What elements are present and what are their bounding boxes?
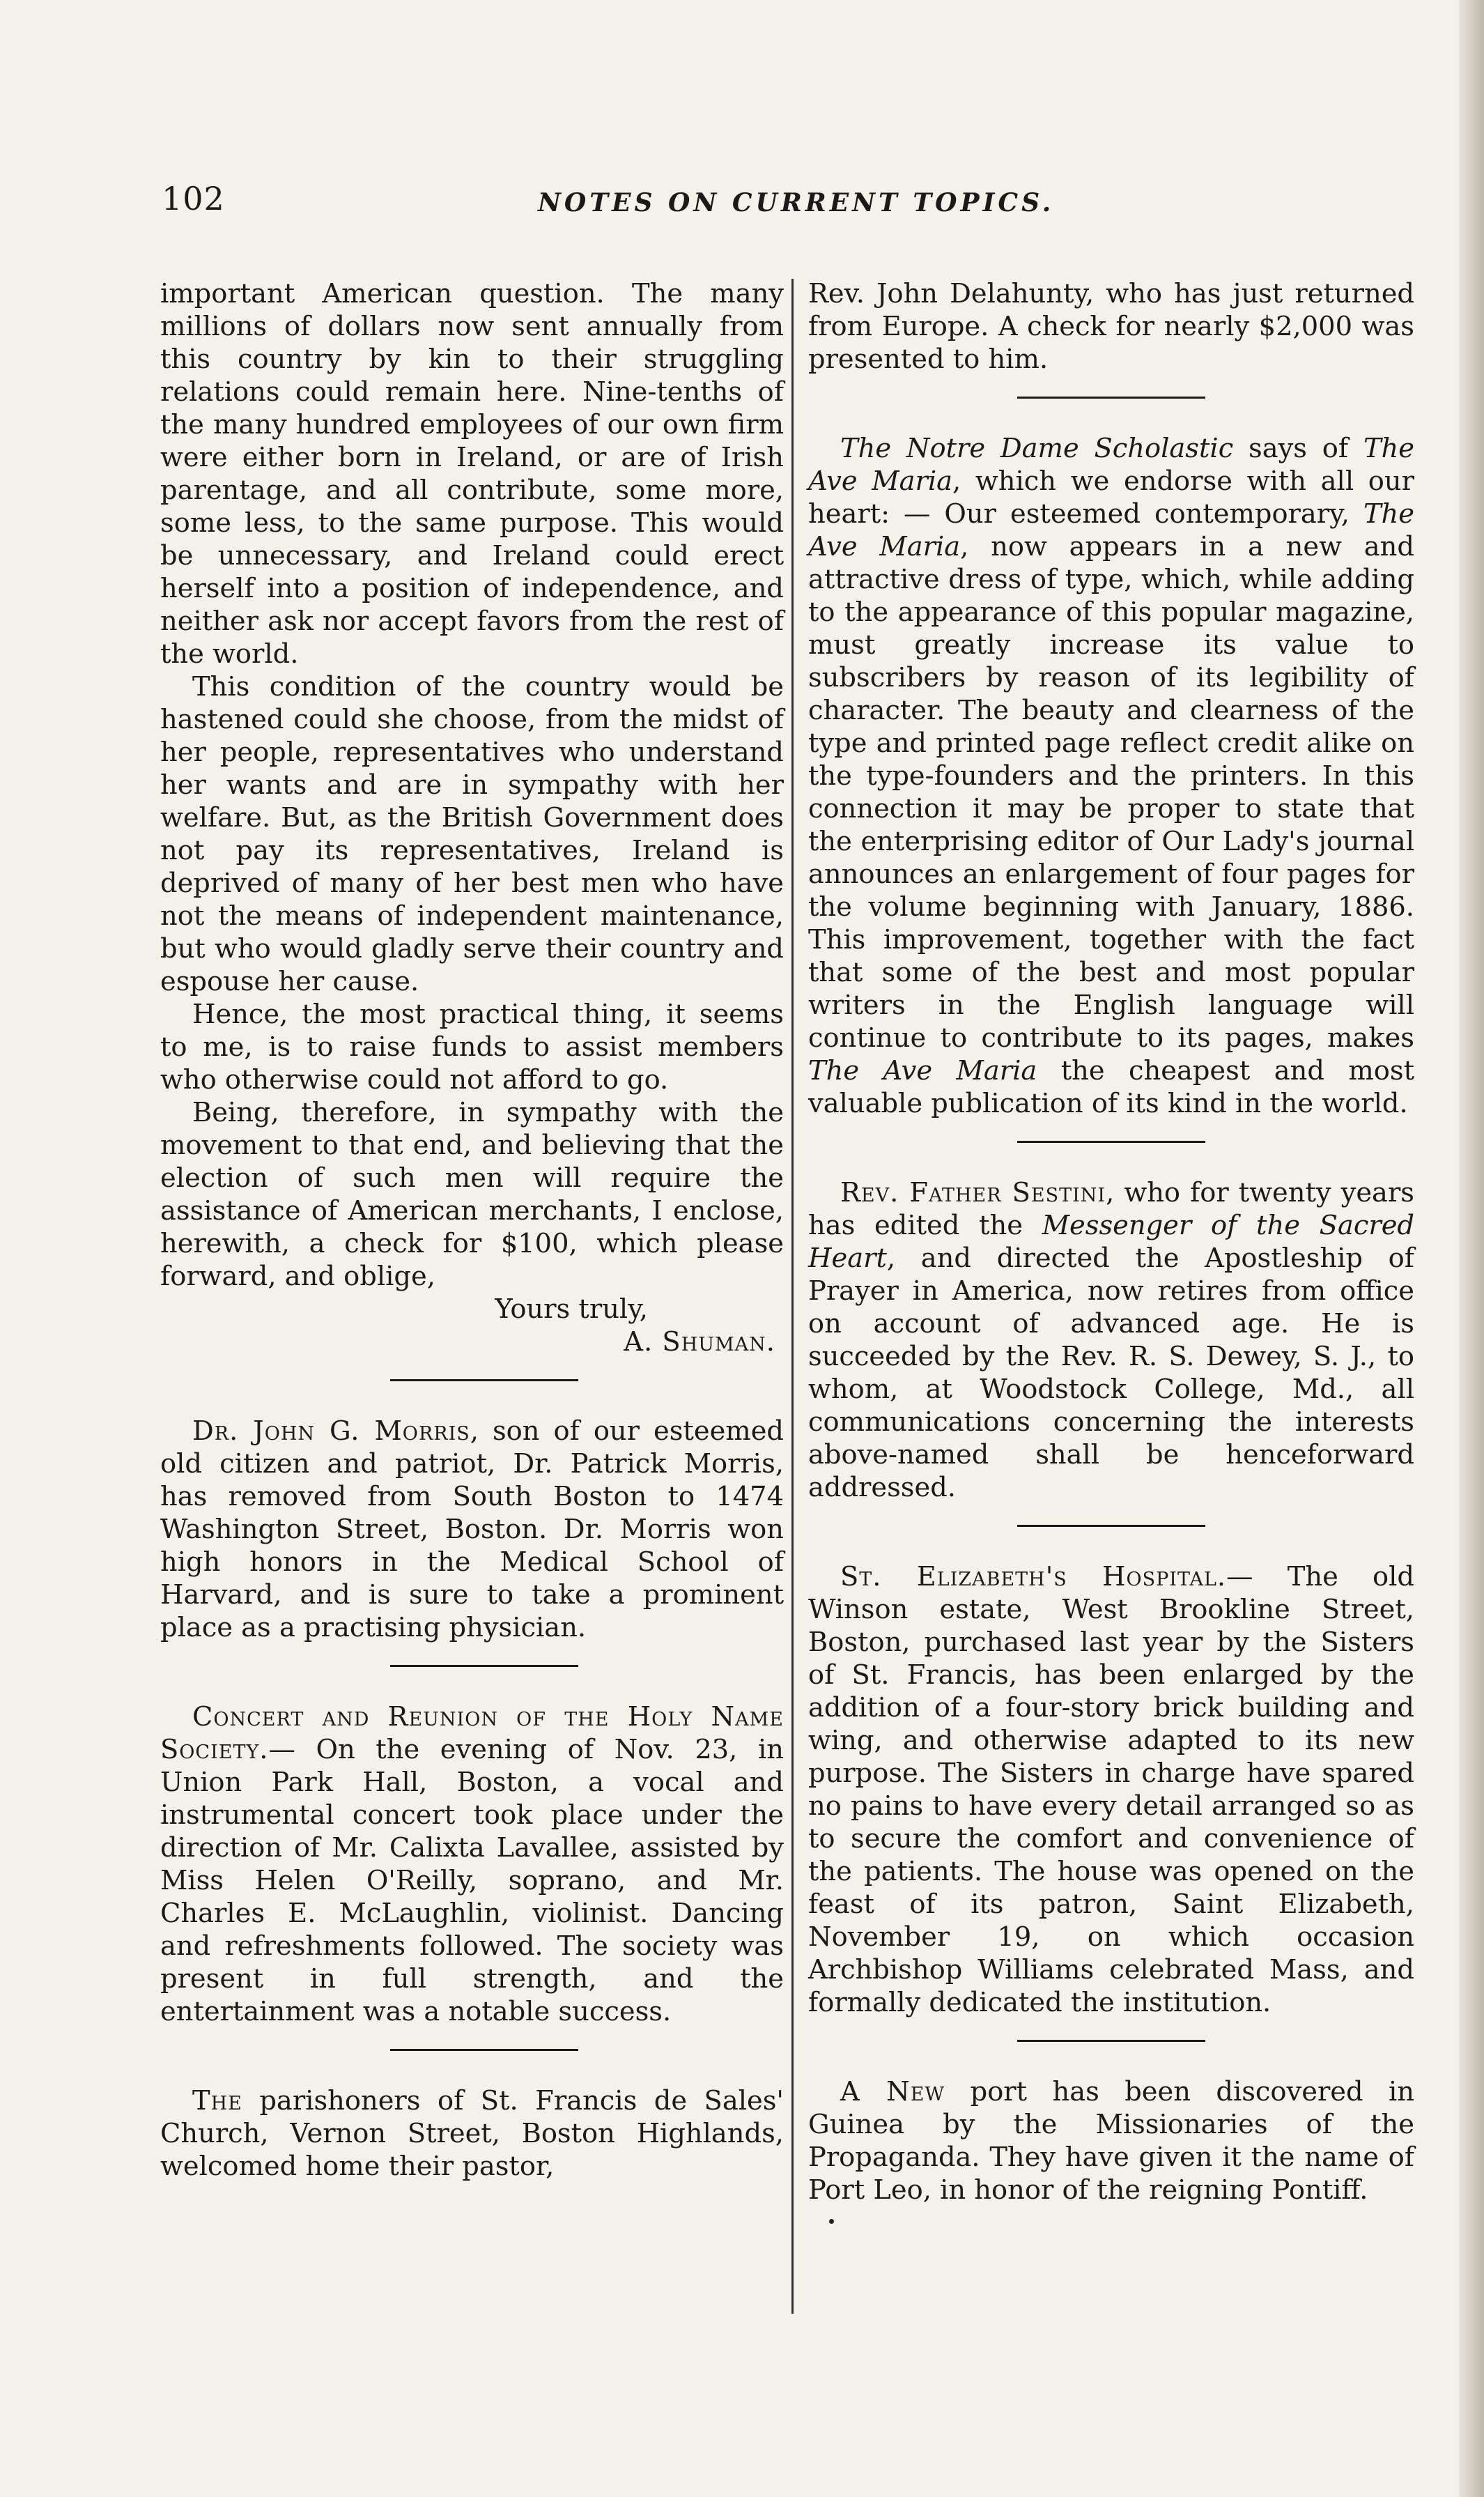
sestini-lead: Rev. Father Sestini [840, 1177, 1106, 1208]
concert-item [160, 1700, 784, 2028]
letter-closing: Yours truly, [495, 1293, 648, 1325]
section-divider [390, 2049, 578, 2051]
section-divider [390, 1379, 578, 1381]
letter-paragraph-1: important American question. The many millions of dollars now sent annually from this country by kin to their struggling relations could remain here. Nine-tenths of the many hundred employees of our own firm were either born in Ireland, or are of Irish parentage, and all contribute, some more, some less, to the same purpose. This would be unnecessary, and Ireland could erect herself into a position of independence, and neither ask nor accept favors from the rest of the world. [160, 278, 784, 670]
section-divider [1017, 2040, 1205, 2042]
concert-lead: Concert and Reunion of the Holy Name Society. [160, 1701, 784, 1765]
messenger-title: Messenger of the Sacred Heart [808, 1210, 1414, 1274]
left-column [160, 277, 784, 2183]
scholastic-title: The Notre Dame Scholastic [840, 433, 1234, 464]
sestini-item [808, 1176, 1414, 1504]
right-column [808, 277, 1414, 2224]
ave-maria-title: The Ave Maria [808, 433, 1414, 497]
ave-maria-title: The Ave Maria [808, 1055, 1037, 1086]
continued-paragraph: Rev. John Delahunty, who has just returned from Europe. A check for nearly $2,000 was presented to him. [808, 278, 1414, 375]
parish-body: parishoners of St. Francis de Sales' Church, Vernon Street, Boston Highlands, welcomed home their pastor, [160, 2085, 784, 2182]
ave-text-a: says of [1233, 433, 1363, 464]
page-edge [1459, 0, 1484, 2497]
ave-text-c: , now appears in a new and attractive dress of type, which, while adding to the appearance of this popular magazine, must greatly increase its value to subscribers by reason of its legibility of character. The beauty and clearness of the type and printed page reflect credit alike on the type-founders and the printers. In this connection it may be proper to state that the enterprising editor of Our Lady's journal announces an enlargement of four pages for the volume beginning with January, 1886. This improvement, together with the fact that some of the best and most popular writers in the English language will continue to contribute to its pages, makes [808, 531, 1414, 1054]
section-divider [1017, 397, 1205, 399]
parish-lead: The [192, 2085, 242, 2116]
morris-item [160, 1415, 784, 1644]
section-divider [390, 1665, 578, 1667]
morris-lead: Dr. John G. Morris [192, 1415, 470, 1447]
letter-paragraph-2: This condition of the country would be hastened could she choose, from the midst of her people, representatives who understand her wants and are in sympathy with her welfare. But, as the British Government does not pay its representatives, Ireland is deprived of many of her best men who have not the means of independent maintenance, but who would gladly serve their country and espouse her cause. [160, 671, 784, 997]
running-head: NOTES ON CURRENT TOPICS. [538, 188, 1055, 217]
hospital-body: — The old Winson estate, West Brookline Street, Boston, purchased last year by the Sisters of St. Francis, has been enlarged by the addition of a four-story brick building and wing, and otherwise adapted to its new purpose. The Sisters in charge have spared no pains to have every detail arranged so as to secure the comfort and convenience of the patients. The house was opened on the feast of its patron, Saint Elizabeth, November 19, on which occasion Archbishop Williams celebrated Mass, and formally dedicated the institution. [808, 1561, 1414, 2018]
page-header [162, 180, 1409, 236]
ave-maria-title: The Ave Maria [808, 498, 1414, 562]
letter-paragraph-4: Being, therefore, in sympathy with the movement to that end, and believing that the election of such men will require the assistance of American merchants, I enclose, herewith, a check for $100, which please forward, and oblige, [160, 1097, 784, 1292]
column-rule [791, 279, 794, 2314]
page-number: 102 [162, 180, 225, 217]
sestini-text-b: , and directed the Apostleship of Prayer in America, now retires from office on account of advanced age. He is succeeded by the Rev. R. S. Dewey, S. J., to whom, at Woodstock College, Md., all communications concerning the interests above-named shall be henceforward addressed. [808, 1243, 1414, 1503]
port-item [808, 2075, 1414, 2206]
morris-body: , son of our esteemed old citizen and patriot, Dr. Patrick Morris, has removed from South Boston to 1474 Washington Street, Boston. Dr. Morris won high honors in the Medical School of Harvard, and is sure to take a prominent place as a practising physician. [160, 1415, 784, 1643]
letter-signature: A. Shuman. [624, 1326, 775, 1358]
ave-text-d: the cheapest and most valuable publication of its kind in the world. [808, 1055, 1415, 1119]
port-body: port has been discovered in Guinea by the Missionaries of the Propaganda. They have given it the name of Port Leo, in honor of the reigning Pontiff. [808, 2076, 1415, 2206]
ave-maria-item [808, 432, 1414, 1120]
sestini-text-a: , who for twenty years has edited the [808, 1177, 1414, 1241]
letter-paragraph-3: Hence, the most practical thing, it seems to me, is to raise funds to assist members who otherwise could not afford to go. [160, 999, 784, 1096]
hospital-item [808, 1560, 1414, 2019]
port-lead: A New [840, 2076, 945, 2107]
ornament-dot [829, 2219, 834, 2224]
hospital-lead: St. Elizabeth's Hospital. [840, 1561, 1227, 1592]
parish-item [160, 2084, 784, 2183]
section-divider [1017, 1141, 1205, 1143]
ave-text-b: , which we endorse with all our heart: — Our esteemed contemporary, [808, 466, 1414, 530]
concert-body: — On the evening of Nov. 23, in Union Park Hall, Boston, a vocal and instrumental concert took place under the direction of Mr. Calixta Lavallee, assisted by Miss Helen O'Reilly, soprano, and Mr. Charles E. McLaughlin, violinist. Dancing and refreshments followed. The society was present in full strength, and the entertainment was a notable success. [160, 1734, 784, 2027]
section-divider [1017, 1525, 1205, 1527]
